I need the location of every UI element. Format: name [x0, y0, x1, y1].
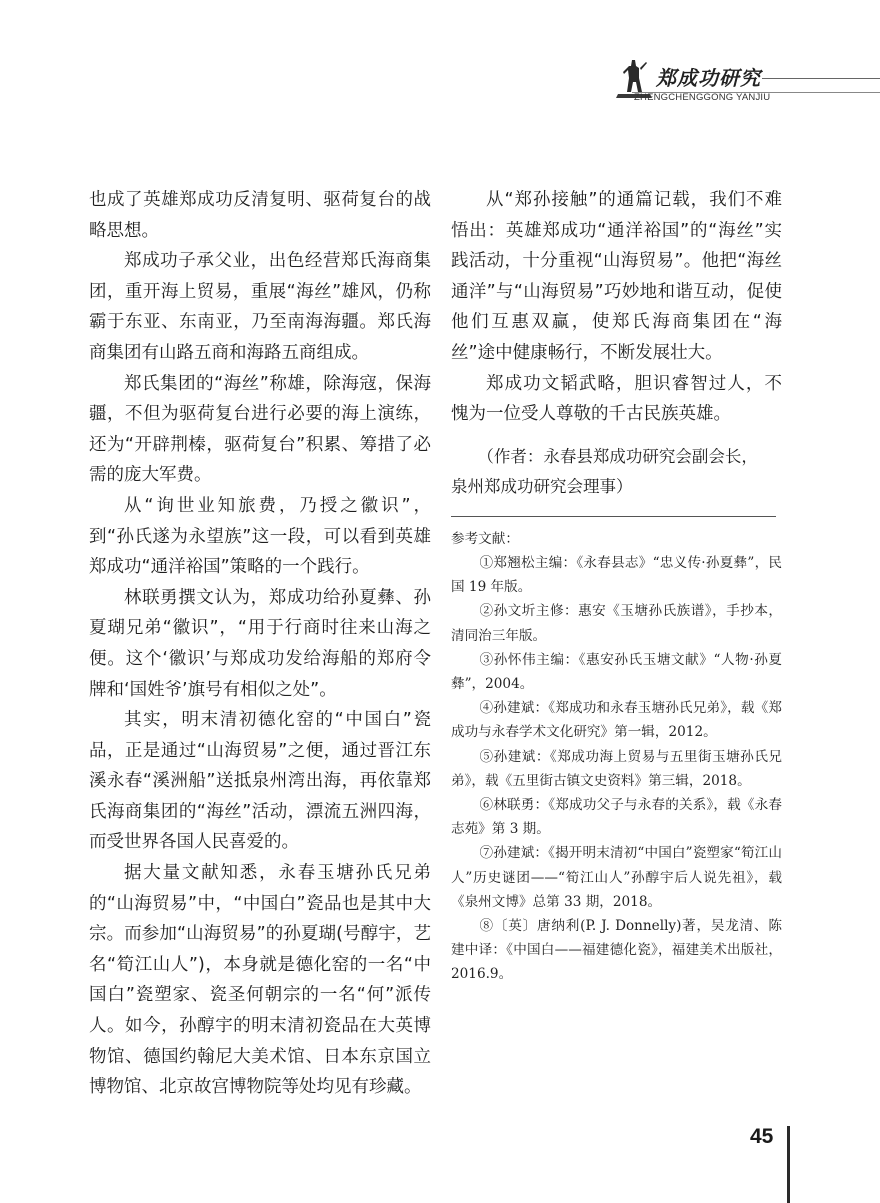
journal-subtitle: ZHENGCHENGGONG YANJIU: [634, 92, 771, 103]
references: [451, 527, 782, 987]
header-rule: [762, 78, 880, 79]
reference-item: ⑦孙建斌：《揭开明末清初“中国白”瓷塑家“筍江山人”历史谜团——“筍江山人”孙醇宇后人说先祖》，载《泉州文博》总第 33 期，2018。: [451, 845, 782, 910]
paragraph: 从“郑孙接触”的通篇记载，我们不难悟出：英雄郑成功“通洋裕国”的“海丝”实践活动，十分重视“山海贸易”。他把“海丝通洋”与“山海贸易”巧妙地和谐互动，促使他们互惠双赢，使郑氏海商集团在“海丝”途中健康畅行，不断发展壮大。: [451, 190, 782, 363]
paragraph: 从“询世业知旅费，乃授之徽识”，到“孙氏遂为永望族”这一段，可以看到英雄郑成功“通洋裕国”策略的一个践行。: [89, 495, 431, 578]
paragraph: 据大量文献知悉，永春玉塘孙氏兄弟的“山海贸易”中，“中国白”瓷品也是其中大宗。而参加“山海贸易”的孙夏瑚(号醇宇，艺名“筍江山人”)，本身就是德化窑的一名“中国白”瓷塑家、瓷圣何朝宗的一名“何”派传人。如今，孙醇宇的明末清初瓷品在大英博物馆、德国约翰尼大美术馆、日本东京国立博物馆、北京故宫博物院等处均见有珍藏。: [89, 863, 431, 1098]
reference-item: ①郑翘松主编：《永春县志》“忠义传·孙夏彝”，民国 19 年版。: [451, 554, 782, 596]
paragraph: 郑氏集团的“海丝”称雄，除海寇，保海疆，不但为驱荷复台进行必要的海上演练，还为“开辟荆榛，驱荷复台”积累、筹措了必需的庞大军费。: [89, 373, 431, 486]
reference-item: ④孙建斌：《郑成功和永春玉塘孙氏兄弟》，载《郑成功与永春学术文化研究》第一辑，2012。: [451, 700, 782, 741]
journal-header: [612, 52, 880, 108]
references-divider: [451, 516, 776, 517]
paragraph: 郑成功文韬武略，胆识睿智过人，不愧为一位受人尊敬的千古民族英雄。: [451, 373, 782, 425]
page-margin-bar: [787, 1126, 790, 1203]
right-column: [451, 185, 782, 987]
paragraph: 也成了英雄郑成功反清复明、驱荷复台的战略思想。: [89, 190, 431, 241]
page-number: 45: [750, 1125, 774, 1148]
reference-item: ⑤孙建斌：《郑成功海上贸易与五里街玉塘孙氏兄弟》，载《五里街古镇文史资料》第三辑，2018。: [451, 748, 782, 789]
references-heading: 参考文献：: [451, 530, 519, 547]
left-column: [89, 185, 431, 1103]
reference-item: ②孙文圻主修：惠安《玉塘孙氏族谱》，手抄本，清同治三年版。: [451, 603, 782, 644]
paragraph: 林联勇撰文认为，郑成功给孙夏彝、孙夏瑚兄弟“徽识”，“用于行商时往来山海之便。这个‘徽识’与郑成功发给海船的郑府令牌和‘国姓爷’旗号有相似之处”。: [89, 587, 431, 700]
paragraph: 郑成功子承父业，出色经营郑氏海商集团，重开海上贸易，重展“海丝”雄风，仍称霸于东亚、东南亚，乃至南海海疆。郑氏海商集团有山路五商和海路五商组成。: [89, 251, 431, 363]
author-line: 泉州郑成功研究会理事）: [451, 476, 633, 496]
reference-item: ⑥林联勇：《郑成功父子与永春的关系》，载《永春志苑》第 3 期。: [451, 796, 782, 838]
paragraph: 其实，明末清初德化窑的“中国白”瓷品，正是通过“山海贸易”之便，通过晋江东溪永春“溪洲船”送抵泉州湾出海，再依靠郑氏海商集团的“海丝”活动，漂流五洲四海，而受世界各国人民喜爱的。: [89, 710, 431, 853]
author-note: [451, 442, 782, 502]
journal-title: 郑成功研究: [656, 66, 761, 90]
reference-item: ③孙怀伟主编：《惠安孙氏玉塘文献》“人物·孙夏彝”，2004。: [451, 651, 782, 692]
author-line: （作者：永春县郑成功研究会副会长，: [477, 446, 758, 466]
reference-item: ⑧〔英〕唐纳利(P. J. Donnelly)著，吴龙清、陈建中译：《中国白——福建德化瓷》，福建美术出版社，2016.9。: [451, 918, 782, 983]
